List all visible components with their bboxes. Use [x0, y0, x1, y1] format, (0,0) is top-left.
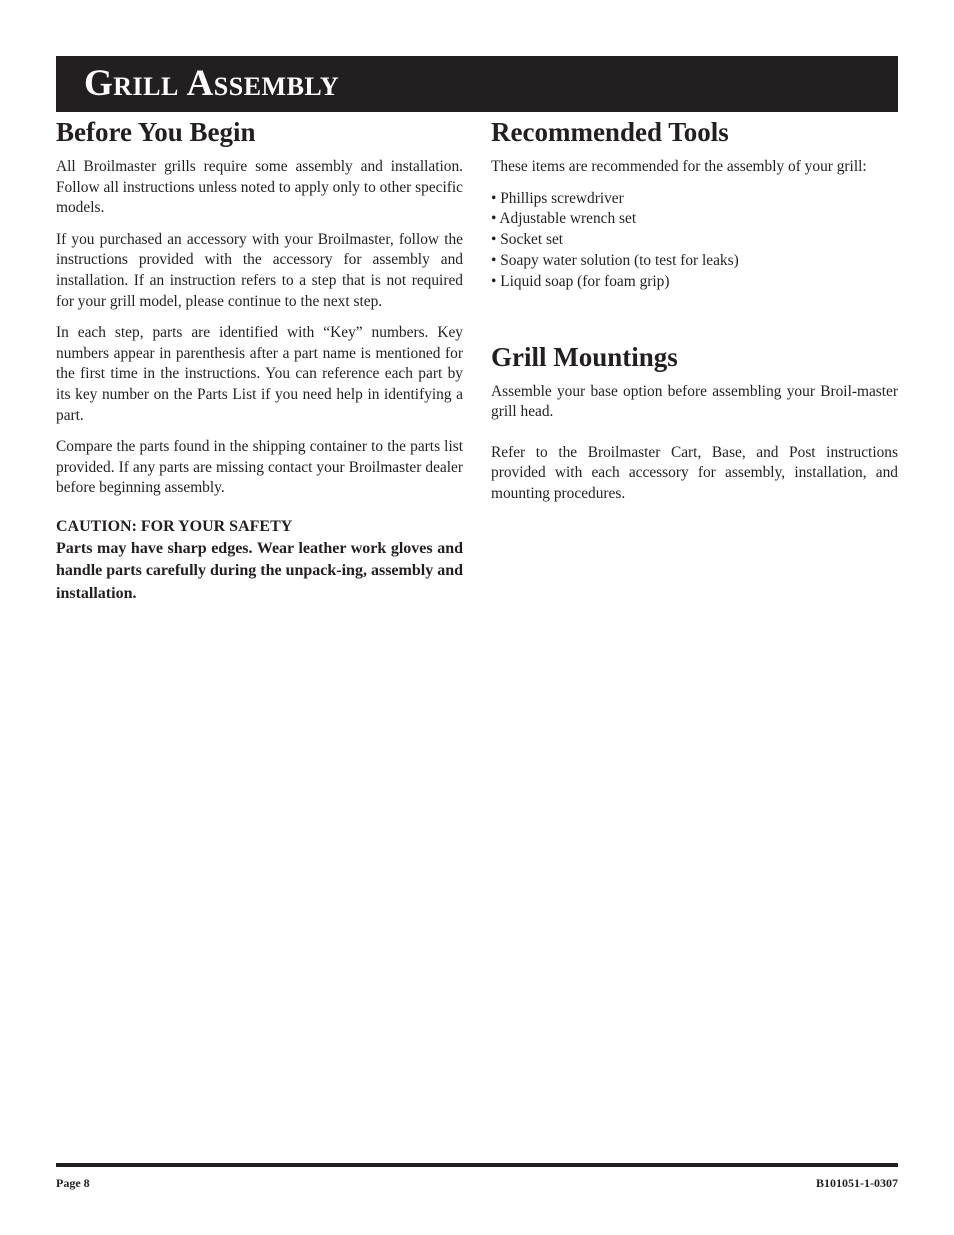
before-you-begin-heading: Before You Begin	[56, 117, 256, 147]
page-number: Page 8	[56, 1176, 90, 1190]
list-item: • Soapy water solution (to test for leaks)	[491, 251, 739, 269]
intro-paragraph: All Broilmaster grills require some assembly and installation. Follow all instructions unless noted to apply only to other specific models.	[56, 158, 463, 217]
left-column	[56, 112, 463, 605]
footer-rule	[56, 1163, 898, 1167]
key-numbers-paragraph: In each step, parts are identified with “Key” numbers. Key numbers appear in parenthesis after a part name is mentioned for the first time in the instructions. You can reference each part by its key number on the Parts List if you need help in identifying a part.	[56, 324, 463, 424]
list-item: • Liquid soap (for foam grip)	[491, 272, 670, 290]
list-item: • Adjustable wrench set	[491, 210, 637, 228]
accessory-paragraph: If you purchased an accessory with your Broilmaster, follow the instructions provided with the accessory for assembly and installation. If an instruction refers to a step that is not required for your grill model, please continue to the next step.	[56, 230, 463, 310]
page-title: Grill Assembly	[84, 63, 340, 104]
mountings-reference-paragraph: Refer to the Broilmaster Cart, Base, and Post instructions provided with each accessory for assembly, installation, and mounting procedures.	[491, 443, 898, 502]
right-column	[491, 112, 898, 505]
list-item: • Socket set	[491, 231, 564, 249]
tools-list	[491, 189, 898, 293]
list-item: • Phillips screwdriver	[491, 189, 624, 207]
tools-intro: These items are recommended for the assembly of your grill:	[491, 158, 867, 175]
mountings-paragraph: Assemble your base option before assembling your Broil-master grill head.	[491, 382, 898, 421]
grill-mountings-section	[491, 337, 898, 505]
document-code: B101051-1-0307	[816, 1176, 898, 1190]
caution-title: CAUTION: FOR YOUR SAFETY	[56, 517, 293, 535]
grill-mountings-heading: Grill Mountings	[491, 341, 678, 372]
parts-check-paragraph: Compare the parts found in the shipping container to the parts list provided. If any parts are missing contact your Broilmaster dealer before beginning assembly.	[56, 438, 463, 497]
section-title-bar	[56, 56, 898, 112]
recommended-tools-heading: Recommended Tools	[491, 117, 729, 147]
caution-text: Parts may have sharp edges. Wear leather work gloves and handle parts carefully during the unpack-ing, assembly and installation.	[56, 539, 463, 602]
